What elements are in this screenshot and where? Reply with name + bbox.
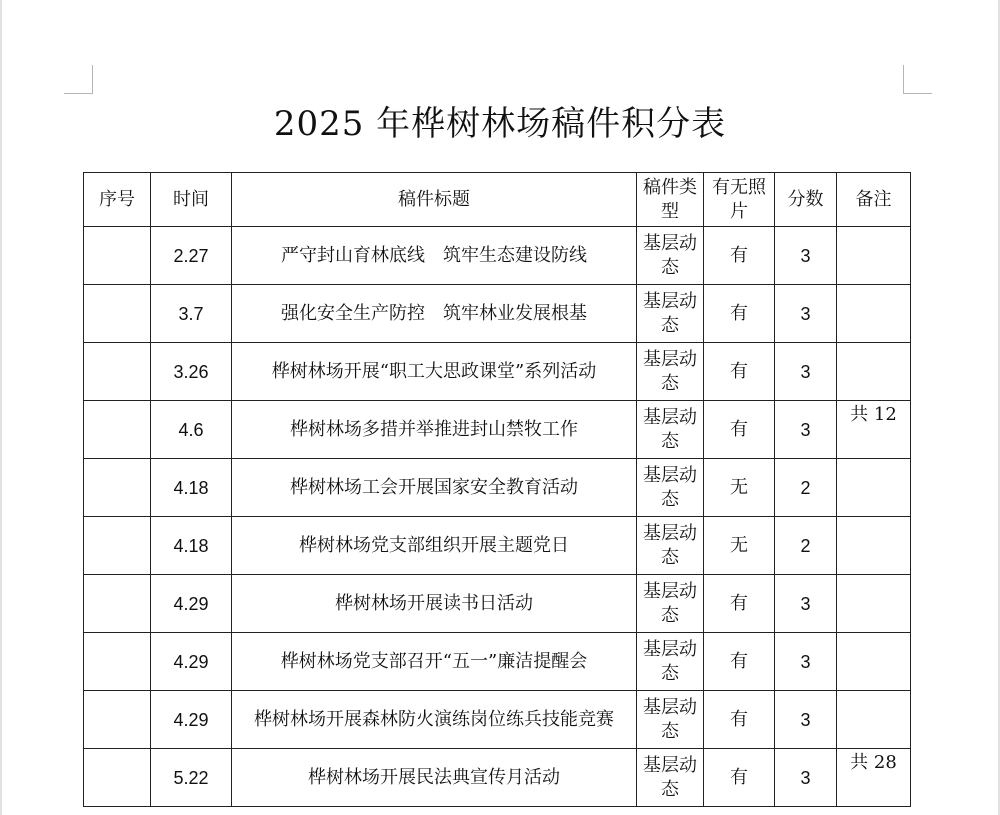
cell-photo: 无 (704, 459, 775, 517)
cell-note (837, 285, 911, 343)
cell-photo: 有 (704, 285, 775, 343)
cell-article-title: 桦树林场党支部召开“五一”廉洁提醒会 (232, 633, 637, 691)
cell-type: 基层动态 (637, 575, 704, 633)
cell-note-subtotal: 共 12 (837, 401, 911, 459)
cell-index (84, 575, 151, 633)
cell-note (837, 575, 911, 633)
cell-photo: 无 (704, 517, 775, 575)
cell-score: 3 (775, 749, 837, 807)
header-note: 备注 (837, 173, 911, 227)
cell-article-title: 桦树林场开展民法典宣传月活动 (232, 749, 637, 807)
table-row (84, 517, 911, 575)
header-date: 时间 (151, 173, 232, 227)
cell-type: 基层动态 (637, 227, 704, 285)
cell-date: 3.7 (151, 285, 232, 343)
cell-score: 2 (775, 517, 837, 575)
table-row (84, 343, 911, 401)
cell-note (837, 459, 911, 517)
cell-date: 4.6 (151, 401, 232, 459)
cell-photo: 有 (704, 575, 775, 633)
cell-type: 基层动态 (637, 459, 704, 517)
cell-note (837, 227, 911, 285)
cell-type: 基层动态 (637, 633, 704, 691)
cell-score: 2 (775, 459, 837, 517)
cell-note (837, 343, 911, 401)
table-row (84, 459, 911, 517)
cell-type: 基层动态 (637, 343, 704, 401)
cell-score: 3 (775, 343, 837, 401)
cell-date: 5.22 (151, 749, 232, 807)
crop-mark-top-right (903, 65, 932, 94)
cell-type: 基层动态 (637, 285, 704, 343)
cell-index (84, 459, 151, 517)
table-row (84, 401, 911, 459)
cell-index (84, 343, 151, 401)
table-header-row (84, 173, 911, 227)
cell-article-title: 桦树林场工会开展国家安全教育活动 (232, 459, 637, 517)
header-score: 分数 (775, 173, 837, 227)
table-row (84, 575, 911, 633)
cell-index (84, 285, 151, 343)
table-row (84, 285, 911, 343)
cell-index (84, 691, 151, 749)
cell-note (837, 691, 911, 749)
cell-article-title: 桦树林场开展读书日活动 (232, 575, 637, 633)
cell-index (84, 401, 151, 459)
cell-type: 基层动态 (637, 691, 704, 749)
cell-note-total: 共 28 (837, 749, 911, 807)
cell-type: 基层动态 (637, 749, 704, 807)
header-article-title: 稿件标题 (232, 173, 637, 227)
cell-article-title: 桦树林场党支部组织开展主题党日 (232, 517, 637, 575)
cell-date: 2.27 (151, 227, 232, 285)
cell-article-title: 桦树林场开展“职工大思政课堂”系列活动 (232, 343, 637, 401)
cell-date: 4.18 (151, 459, 232, 517)
cell-date: 4.29 (151, 633, 232, 691)
document-title: 2025 年桦树林场稿件积分表 (273, 104, 727, 144)
cell-index (84, 227, 151, 285)
cell-score: 3 (775, 285, 837, 343)
cell-date: 4.29 (151, 691, 232, 749)
table-row (84, 633, 911, 691)
cell-score: 3 (775, 633, 837, 691)
cell-index (84, 749, 151, 807)
cell-date: 3.26 (151, 343, 232, 401)
cell-date: 4.29 (151, 575, 232, 633)
cell-type: 基层动态 (637, 401, 704, 459)
cell-score: 3 (775, 401, 837, 459)
cell-article-title: 桦树林场开展森林防火演练岗位练兵技能竞赛 (232, 691, 637, 749)
cell-article-title: 强化安全生产防控 筑牢林业发展根基 (232, 285, 637, 343)
cell-photo: 有 (704, 401, 775, 459)
score-table (83, 172, 911, 807)
cell-photo: 有 (704, 227, 775, 285)
cell-article-title: 桦树林场多措并举推进封山禁牧工作 (232, 401, 637, 459)
cell-score: 3 (775, 691, 837, 749)
cell-index (84, 517, 151, 575)
cell-photo: 有 (704, 633, 775, 691)
header-photo: 有无照片 (704, 173, 775, 227)
cell-article-title: 严守封山育林底线 筑牢生态建设防线 (232, 227, 637, 285)
crop-mark-top-left (64, 65, 93, 94)
table-row (84, 691, 911, 749)
cell-date: 4.18 (151, 517, 232, 575)
header-type: 稿件类型 (637, 173, 704, 227)
cell-score: 3 (775, 227, 837, 285)
table-row (84, 749, 911, 807)
cell-index (84, 633, 151, 691)
cell-score: 3 (775, 575, 837, 633)
cell-note (837, 633, 911, 691)
table-row (84, 227, 911, 285)
cell-type: 基层动态 (637, 517, 704, 575)
cell-photo: 有 (704, 749, 775, 807)
cell-photo: 有 (704, 343, 775, 401)
cell-photo: 有 (704, 691, 775, 749)
cell-note (837, 517, 911, 575)
header-index: 序号 (84, 173, 151, 227)
